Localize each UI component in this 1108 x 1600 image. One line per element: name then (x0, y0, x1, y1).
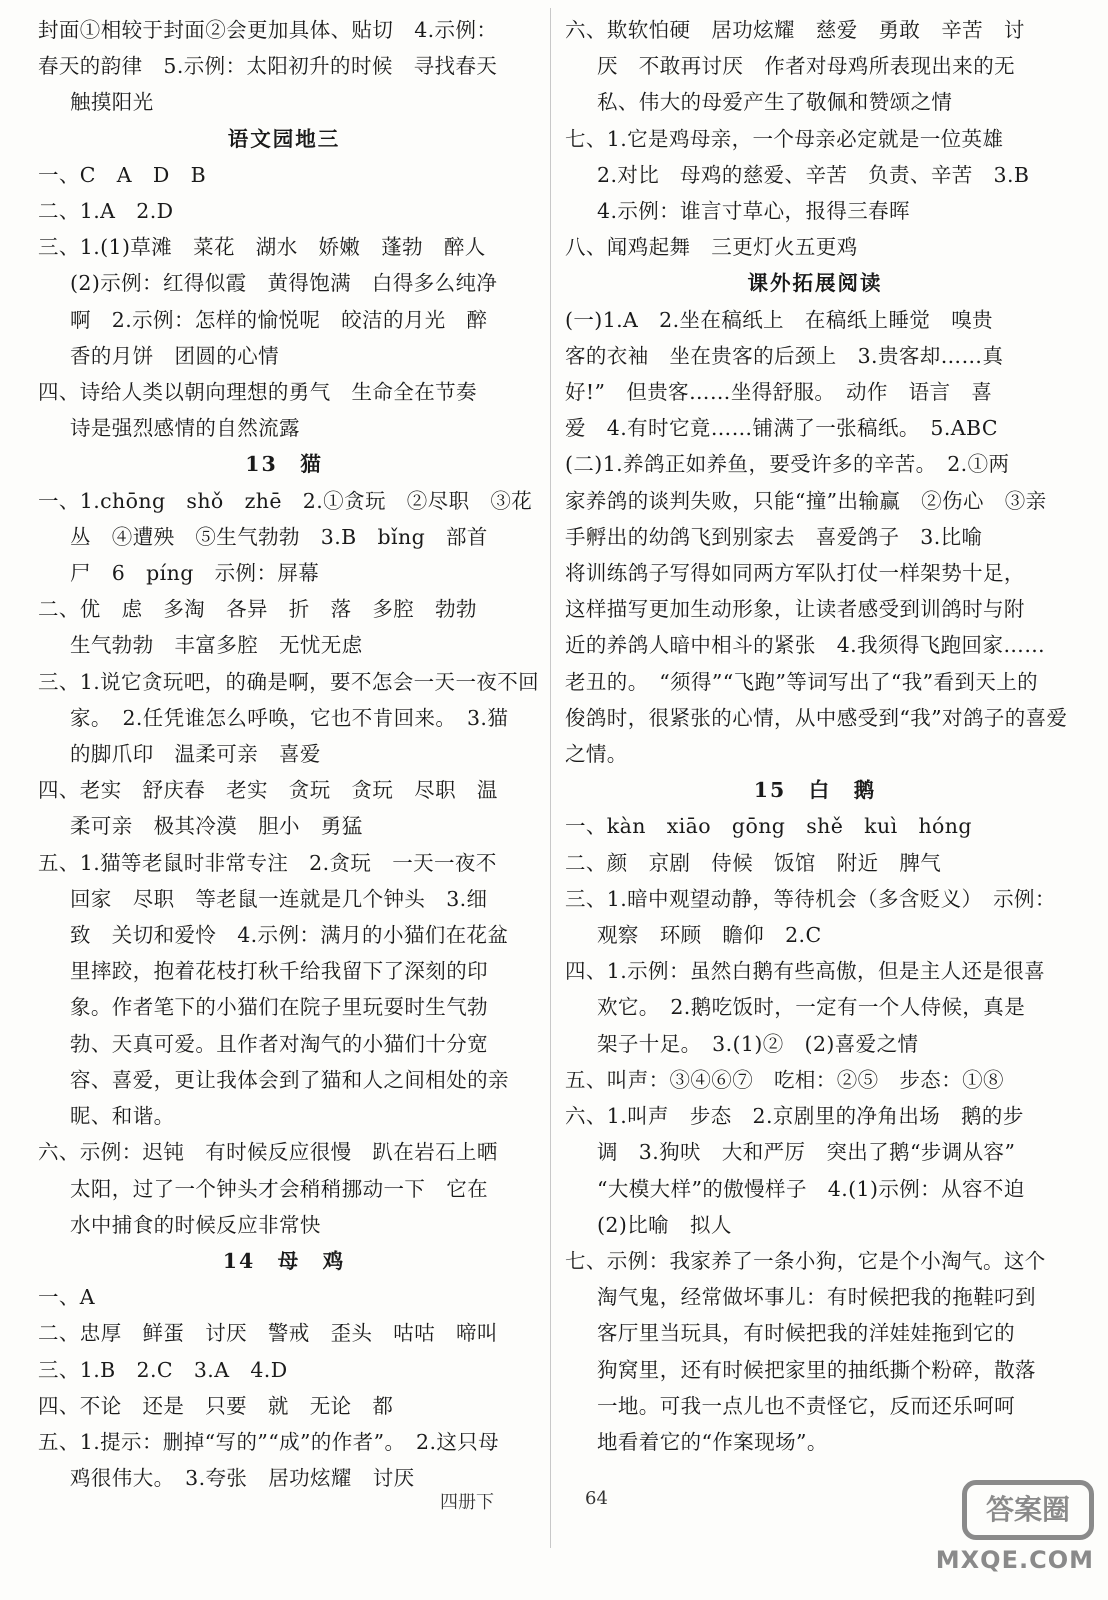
answer-line: 的脚爪印 温柔可亲 喜爱 (70, 742, 321, 767)
answer-line: 鸡很伟大。 3.夸张 居功炫耀 讨厌 (70, 1466, 415, 1491)
answer-line: 勃、天真可爱。且作者对淘气的小猫们十分宽 (70, 1031, 488, 1056)
answer-line: 五、1.猫等老鼠时非常专注 2.贪玩 一天一夜不 (38, 850, 497, 875)
answer-line: 客厅里当玩具，有时候把我的洋娃娃拖到它的 (597, 1321, 1015, 1346)
answer-line: 容、喜爱，更让我体会到了猫和人之间相处的亲 (70, 1067, 509, 1092)
answer-line: 三、1.暗中观望动静，等待机会（多含贬义） 示例： (565, 886, 1056, 911)
answer-line: 诗是强烈感情的自然流露 (70, 416, 300, 441)
answer-line: 家养鸽的谈判失败，只能“撞”出输赢 ②伤心 ③亲 (565, 488, 1047, 513)
section-heading: 15 白 鹅 (753, 778, 877, 803)
answer-line: 七、1.它是鸡母亲，一个母亲必定就是一位英雄 (565, 126, 1004, 151)
section-heading: 13 猫 (245, 452, 323, 477)
answer-line: 昵、和谐。 (70, 1104, 175, 1129)
answer-line: 七、示例：我家养了一条小狗，它是个小淘气。这个 (565, 1248, 1046, 1273)
answer-line: 太阳，过了一个钟头才会稍稍挪动一下 它在 (70, 1176, 488, 1201)
column-divider (550, 8, 551, 1548)
answer-line: 尸 6 píng 示例：屏幕 (70, 561, 320, 586)
answer-line: 一地。可我一点儿也不责怪它，反而还乐呵呵 (597, 1393, 1015, 1418)
answer-line: 五、叫声：③④⑥⑦ 吃相：②⑤ 步态：①⑧ (565, 1067, 1004, 1092)
answer-line: 地看着它的“作案现场”。 (597, 1429, 828, 1454)
answer-line: “大模大样”的傲慢样子 4.(1)示例：从容不迫 (597, 1176, 1025, 1201)
answer-line: 象。作者笔下的小猫们在院子里玩耍时生气勃 (70, 995, 488, 1020)
answer-line: 爱 4.有时它竟……铺满了一张稿纸。 5.ABC (565, 416, 998, 441)
answer-line: 柔可亲 极其冷漠 胆小 勇猛 (70, 814, 363, 839)
answer-line: 四、1.示例：虽然白鹅有些高傲，但是主人还是很喜 (565, 959, 1046, 984)
answer-line: 三、1.(1)草滩 菜花 湖水 娇嫩 蓬勃 醉人 (38, 235, 486, 260)
answer-line: 触摸阳光 (70, 90, 154, 115)
answer-line: (二)1.养鸽正如养鱼，要受许多的辛苦。 2.①两 (565, 452, 1010, 477)
answer-line: 2.对比 母鸡的慈爱、辛苦 负责、辛苦 3.B (597, 162, 1030, 187)
watermark-badge: 答案圈 (962, 1480, 1094, 1540)
answer-line: 调 3.狗吠 大和严厉 突出了鹅“步调从容” (597, 1140, 1016, 1165)
answer-line: 一、kàn xiāo gōng shě kuì hóng (565, 814, 972, 839)
answer-line: 啊 2.示例：怎样的愉悦呢 皎洁的月光 醉 (70, 307, 488, 332)
answer-line: 生气勃勃 丰富多腔 无忧无虑 (70, 633, 363, 658)
answer-line: 老丑的。 “须得”“飞跑”等词写出了“我”看到天上的 (565, 669, 1039, 694)
answer-line: 五、1.提示：删掉“写的”“成”的作者”。 2.这只母 (38, 1429, 500, 1454)
answer-line: 水中捕食的时候反应非常快 (70, 1212, 321, 1237)
answer-line: (2)示例：红得似霞 黄得饱满 白得多么纯净 (70, 271, 498, 296)
answer-line: 四、诗给人类以朝向理想的勇气 生命全在节奏 (38, 380, 477, 405)
answer-line: (一)1.A 2.坐在稿纸上 在稿纸上睡觉 嗅贵 (565, 307, 994, 332)
answer-line: 一、A (38, 1285, 96, 1310)
answer-line: 致 关切和爱怜 4.示例：满月的小猫们在花盆 (70, 923, 509, 948)
answer-line: 四、老实 舒庆春 老实 贪玩 贪玩 尽职 温 (38, 778, 498, 803)
answer-line: 三、1.说它贪玩吧，的确是啊，要不怎会一天一夜不回 (38, 669, 540, 694)
answer-line: 二、忠厚 鲜蛋 讨厌 警戒 歪头 咕咕 啼叫 (38, 1321, 498, 1346)
answer-line: 手孵出的幼鸽飞到别家去 喜爱鸽子 3.比喻 (565, 524, 983, 549)
answer-line: 封面①相较于封面②会更加具体、贴切 4.示例： (38, 18, 498, 42)
answer-line: 私、伟大的母爱产生了敬佩和赞颂之情 (597, 90, 953, 115)
answer-line: 将训练鸽子写得如同两方军队打仗一样架势十足， (565, 561, 1025, 586)
answer-line: 六、欺软怕硬 居功炫耀 慈爱 勇敢 辛苦 讨 (565, 18, 1025, 42)
answer-line: 二、优 虑 多淘 各异 折 落 多腔 勃勃 (38, 597, 477, 622)
answer-line: 淘气鬼，经常做坏事儿：有时候把我的拖鞋叼到 (597, 1285, 1036, 1310)
answer-line: 三、1.B 2.C 3.A 4.D (38, 1357, 288, 1382)
answer-line: 俊鸽时，很紧张的心情，从中感受到“我”对鸽子的喜爱 (565, 705, 1068, 730)
answer-line: 家。 2.任凭谁怎么呼唤，它也不肯回来。 3.猫 (70, 705, 509, 730)
watermark-logo (935, 1480, 1094, 1588)
answer-line: 之情。 (565, 742, 628, 767)
answer-line: 客的衣袖 坐在贵客的后颈上 3.贵客却……真 (565, 343, 1004, 368)
section-heading: 14 母 鸡 (222, 1248, 346, 1273)
left-column (38, 12, 540, 1496)
answer-line: 好!” 但贵客……坐得舒服。 动作 语言 喜 (565, 380, 993, 405)
answer-line: 这样描写更加生动形象，让读者感受到训鸽时与附 (565, 597, 1025, 622)
answer-line: 架子十足。 3.(1)② (2)喜爱之情 (597, 1031, 919, 1056)
answer-line: (2)比喻 拟人 (597, 1212, 732, 1237)
answer-line: 二、1.A 2.D (38, 199, 174, 224)
answer-line: 丛 ④遭殃 ⑤生气勃勃 3.B bǐng 部首 (70, 524, 488, 549)
watermark-url: MXQE.COM (935, 1546, 1094, 1574)
answer-line: 八、闻鸡起舞 三更灯火五更鸡 (565, 235, 858, 260)
answer-line: 春天的韵律 5.示例：太阳初升的时候 寻找春天 (38, 54, 498, 79)
answer-line: 香的月饼 团圆的心情 (70, 343, 279, 368)
answer-line: 狗窝里，还有时候把家里的抽纸撕个粉碎，散落 (597, 1357, 1036, 1382)
footer-label: 四册下 (440, 1492, 494, 1513)
answer-line: 四、不论 还是 只要 就 无论 都 (38, 1393, 394, 1418)
answer-line: 观察 环顾 瞻仰 2.C (597, 923, 822, 948)
section-heading: 语文园地三 (227, 126, 341, 151)
answer-line: 六、示例：迟钝 有时候反应很慢 趴在岩石上晒 (38, 1140, 498, 1165)
answer-line: 回家 尽职 等老鼠一连就是几个钟头 3.细 (70, 886, 488, 911)
section-heading: 课外拓展阅读 (747, 271, 883, 296)
answer-line: 近的养鸽人暗中相斗的紧张 4.我须得飞跑回家…… (565, 633, 1046, 658)
answer-line: 厌 不敢再讨厌 作者对母鸡所表现出来的无 (597, 54, 1015, 79)
answer-line: 一、C A D B (38, 162, 207, 187)
answer-line: 二、颜 京剧 侍候 饭馆 附近 脾气 (565, 850, 942, 875)
page-number: 64 (585, 1488, 608, 1509)
answer-line: 欢它。 2.鹅吃饭时，一定有一个人侍候，真是 (597, 995, 1026, 1020)
answer-line: 六、1.叫声 步态 2.京剧里的净角出场 鹅的步 (565, 1104, 1024, 1129)
answer-line: 4.示例：谁言寸草心，报得三春晖 (597, 199, 910, 224)
answer-line: 里摔跤，抱着花枝打秋千给我留下了深刻的印 (70, 959, 488, 984)
right-column (565, 12, 1068, 1460)
answer-line: 一、1.chōng shǒ zhē 2.①贪玩 ②尽职 ③花 (38, 488, 533, 513)
